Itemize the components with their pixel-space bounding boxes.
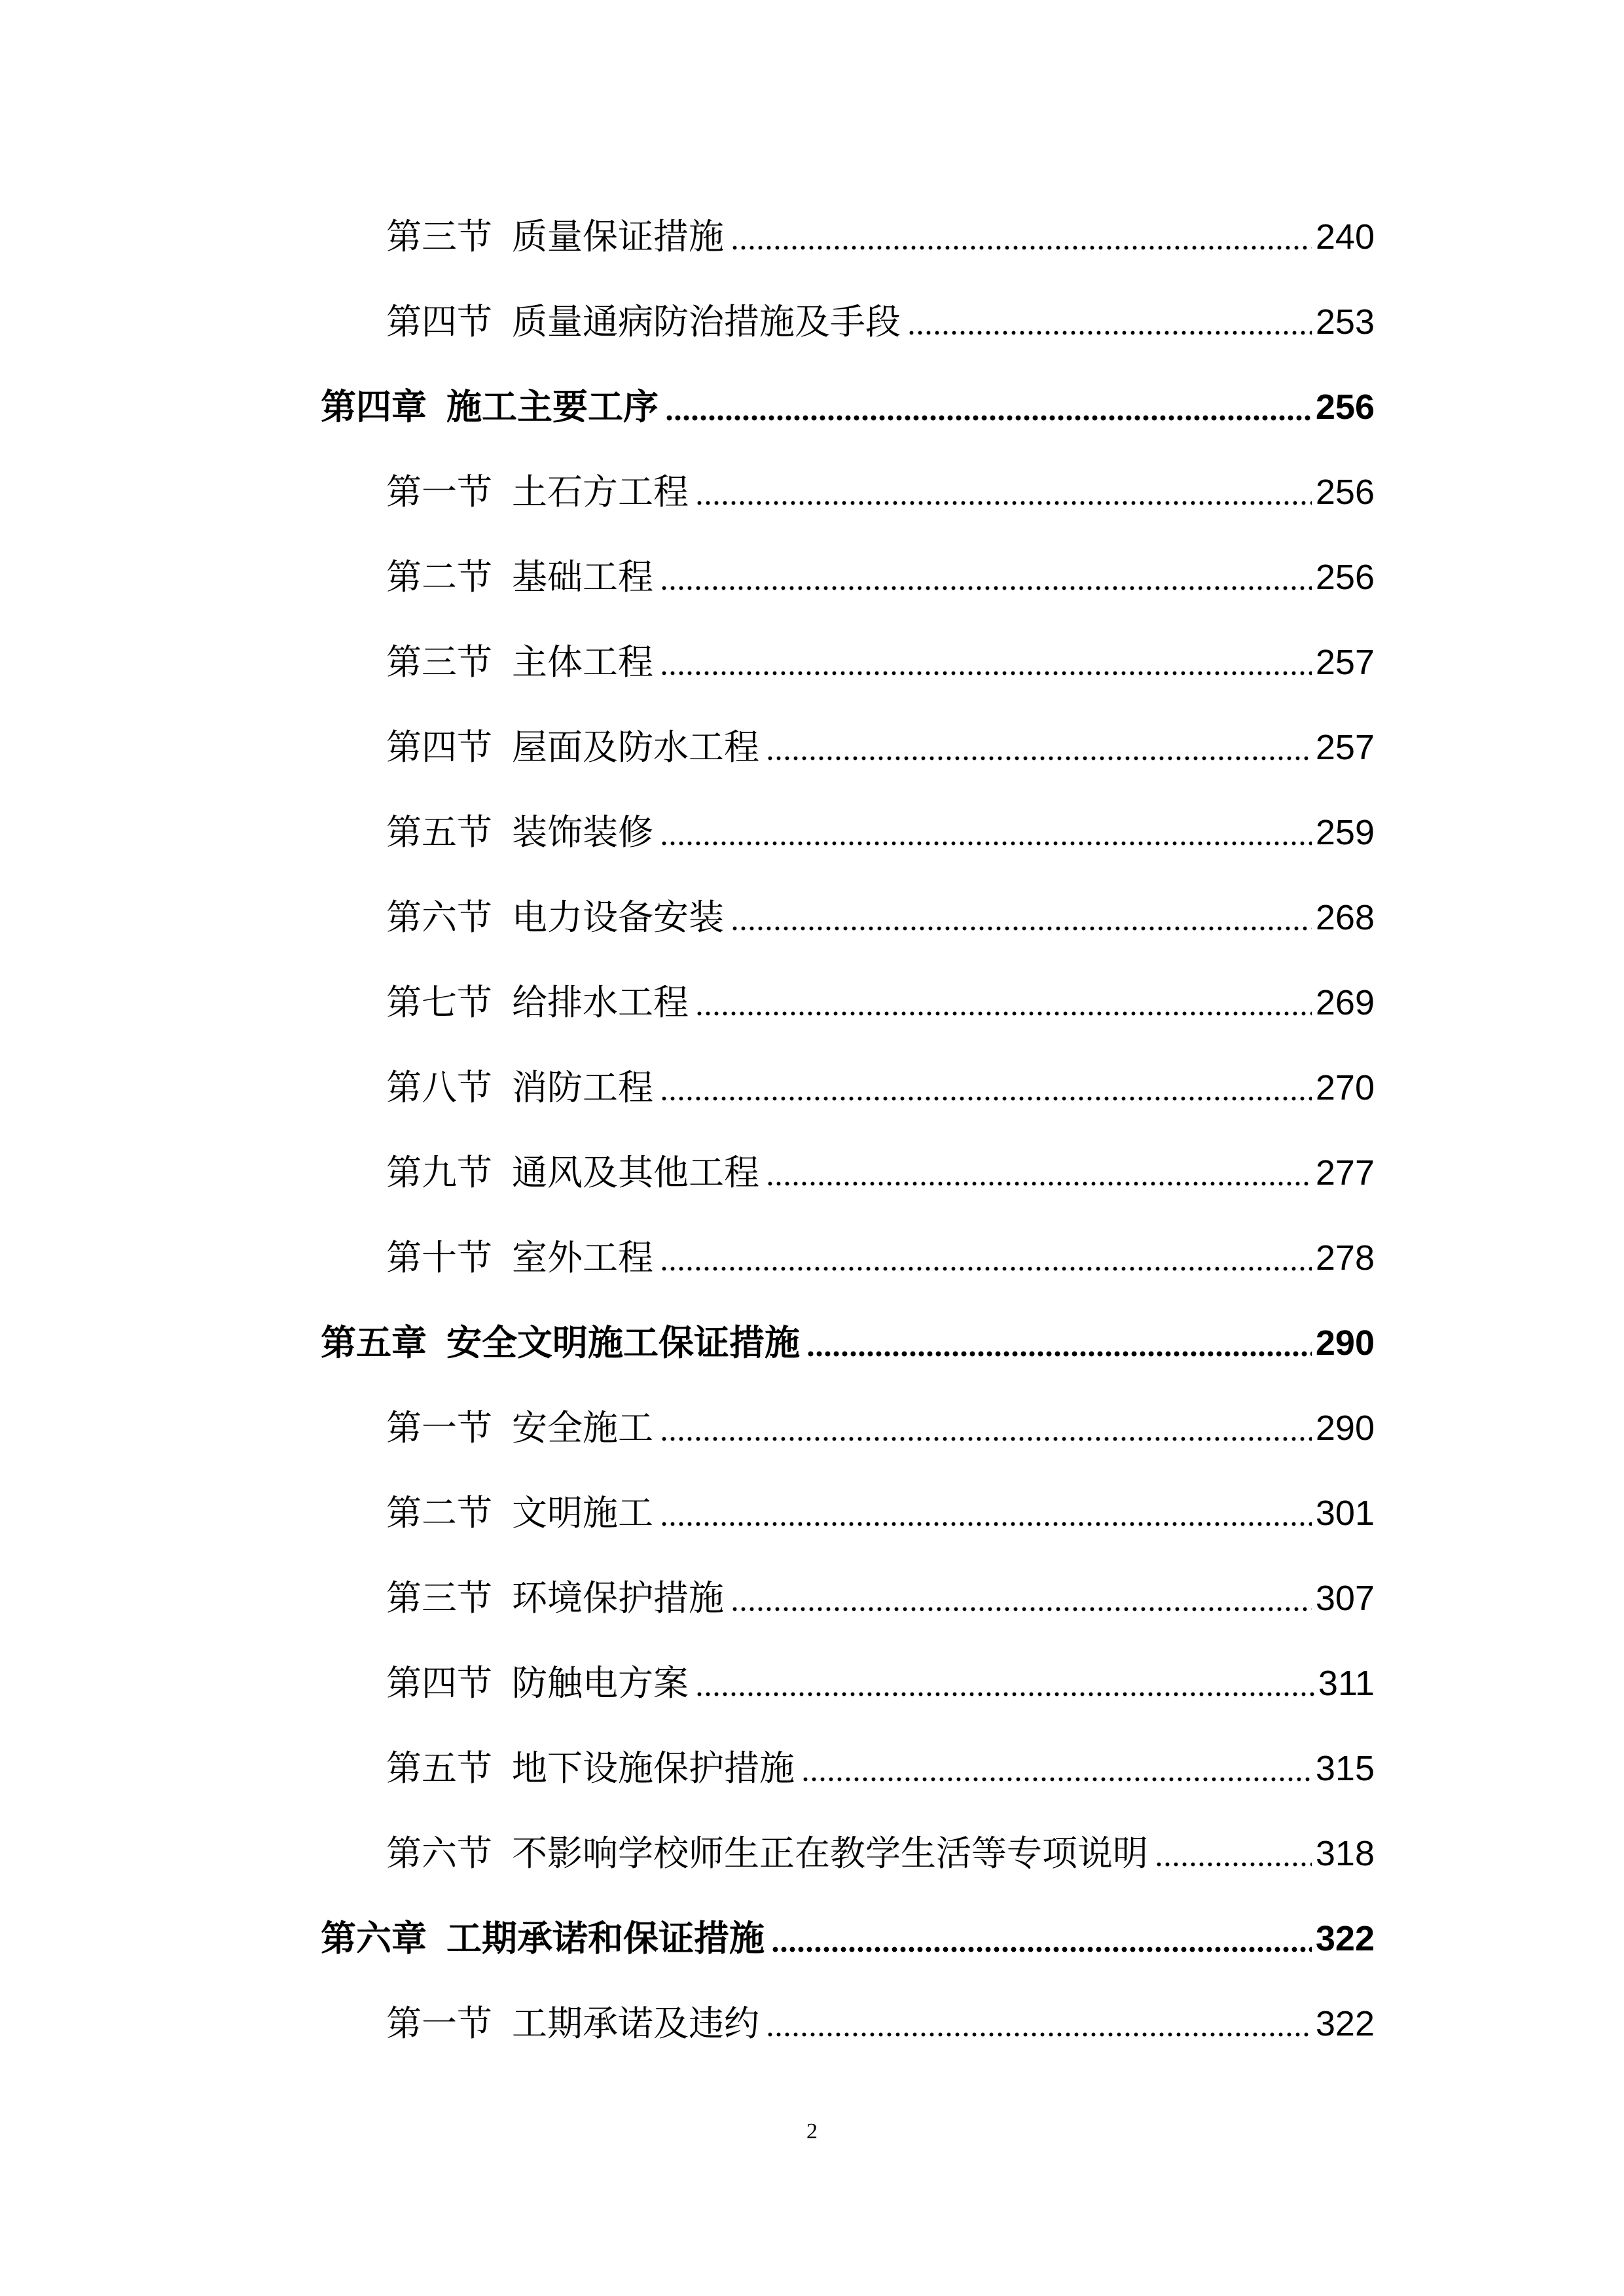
- toc-entry-page: 311: [1318, 1664, 1375, 1703]
- toc-entry-number: 第五章: [321, 1322, 427, 1363]
- toc-entry-section[interactable]: [386, 1998, 1375, 2050]
- toc-entry-title: 文明施工: [512, 1492, 653, 1534]
- toc-entry-title: 通风及其他工程: [512, 1152, 759, 1193]
- toc-entry-title: 室外工程: [512, 1237, 653, 1278]
- toc-entry-section[interactable]: [386, 721, 1375, 774]
- toc-entry-page: 257: [1315, 643, 1375, 682]
- toc-entry-chapter[interactable]: [321, 381, 1375, 433]
- dot-leader: [660, 1432, 1312, 1445]
- toc-entry-title: 安全文明施工保证措施: [446, 1322, 800, 1363]
- toc-entry-page: 322: [1315, 1919, 1375, 1958]
- dot-leader: [771, 1943, 1312, 1956]
- toc-entry-page: 256: [1315, 387, 1375, 427]
- toc-entry-page: 301: [1315, 1494, 1375, 1533]
- toc-entry-section[interactable]: [386, 636, 1375, 689]
- toc-entry-section[interactable]: [386, 891, 1375, 944]
- dot-leader: [695, 1687, 1314, 1700]
- dot-leader: [660, 1517, 1312, 1530]
- toc-entry-page: 240: [1315, 217, 1375, 257]
- toc-entry-title: 屋面及防水工程: [512, 726, 759, 768]
- toc-entry-number: 第三节: [386, 641, 492, 683]
- toc-entry-section[interactable]: [386, 1657, 1375, 1710]
- toc-entry-section[interactable]: [386, 1402, 1375, 1454]
- toc-entry-title: 土石方工程: [512, 471, 689, 512]
- toc-entry-number: 第九节: [386, 1152, 492, 1193]
- toc-entry-section[interactable]: [386, 211, 1375, 263]
- toc-entry-number: 第六节: [386, 897, 492, 938]
- dot-leader: [660, 666, 1312, 679]
- toc-entry-section[interactable]: [386, 806, 1375, 859]
- toc-entry-title: 主体工程: [512, 641, 653, 683]
- toc-entry-title: 消防工程: [512, 1067, 653, 1108]
- dot-leader: [731, 241, 1312, 254]
- toc-entry-page: 290: [1315, 1408, 1375, 1448]
- toc-entry-number: 第五节: [386, 1748, 492, 1789]
- dot-leader: [731, 1602, 1312, 1615]
- toc-entry-number: 第八节: [386, 1067, 492, 1108]
- dot-leader: [766, 751, 1312, 764]
- toc-entry-page: 277: [1315, 1153, 1375, 1193]
- toc-entry-title: 安全施工: [512, 1407, 653, 1448]
- dot-leader: [1155, 1857, 1312, 1871]
- toc-entry-number: 第二节: [386, 556, 492, 598]
- toc-entry-page: 270: [1315, 1068, 1375, 1107]
- toc-entry-number: 第六章: [321, 1918, 427, 1959]
- toc-entry-title: 质量通病防治措施及手段: [512, 301, 901, 342]
- toc-entry-page: 322: [1315, 2004, 1375, 2043]
- toc-entry-number: 第一节: [386, 1407, 492, 1448]
- toc-entry-page: 268: [1315, 898, 1375, 937]
- dot-leader: [660, 581, 1312, 594]
- dot-leader: [801, 1772, 1312, 1785]
- toc-entry-title: 基础工程: [512, 556, 653, 598]
- toc-entry-chapter[interactable]: [321, 1912, 1375, 1965]
- toc-entry-number: 第五节: [386, 812, 492, 853]
- toc-entry-title: 电力设备安装: [512, 897, 724, 938]
- toc-entry-title: 施工主要工序: [446, 386, 659, 427]
- toc-entry-number: 第四节: [386, 726, 492, 768]
- toc-entry-number: 第一节: [386, 471, 492, 512]
- toc-entry-title: 装饰装修: [512, 812, 653, 853]
- toc-entry-title: 给排水工程: [512, 982, 689, 1023]
- toc-entry-page: 290: [1315, 1323, 1375, 1363]
- toc-entry-page: 256: [1315, 473, 1375, 512]
- page-number: 2: [806, 2119, 818, 2144]
- toc-entry-number: 第四节: [386, 1662, 492, 1704]
- toc-entry-page: 256: [1315, 558, 1375, 597]
- toc-entry-number: 第一节: [386, 2003, 492, 2044]
- dot-leader: [766, 1177, 1312, 1190]
- dot-leader: [731, 922, 1312, 935]
- toc-entry-section[interactable]: [386, 551, 1375, 603]
- toc-entry-section[interactable]: [386, 1062, 1375, 1114]
- dot-leader: [695, 496, 1312, 509]
- dot-leader: [806, 1347, 1312, 1360]
- toc-entry-number: 第三节: [386, 216, 492, 257]
- toc-entry-page: 259: [1315, 813, 1375, 852]
- toc-entry-section[interactable]: [386, 1487, 1375, 1539]
- toc-entry-section[interactable]: [386, 1827, 1375, 1880]
- toc-entry-number: 第七节: [386, 982, 492, 1023]
- toc-entry-section[interactable]: [386, 1147, 1375, 1199]
- toc-entry-number: 第三节: [386, 1577, 492, 1619]
- toc-entry-page: 257: [1315, 728, 1375, 767]
- toc-entry-section[interactable]: [386, 466, 1375, 518]
- toc-entry-section[interactable]: [386, 977, 1375, 1029]
- toc-entry-number: 第六节: [386, 1833, 492, 1874]
- toc-entry-section[interactable]: [386, 1572, 1375, 1624]
- dot-leader: [660, 1262, 1312, 1275]
- toc-entry-title: 质量保证措施: [512, 216, 724, 257]
- dot-leader: [695, 1007, 1312, 1020]
- toc-entry-title: 工期承诺和保证措施: [446, 1918, 765, 1959]
- toc-entry-title: 地下设施保护措施: [512, 1748, 795, 1789]
- dot-leader: [660, 836, 1312, 850]
- toc-entry-number: 第四章: [321, 386, 427, 427]
- toc-entry-section[interactable]: [386, 296, 1375, 348]
- toc-entry-title: 防触电方案: [512, 1662, 689, 1704]
- toc-entry-chapter[interactable]: [321, 1317, 1375, 1369]
- toc-entry-title: 工期承诺及违约: [512, 2003, 759, 2044]
- toc-entry-page: 307: [1315, 1579, 1375, 1618]
- dot-leader: [660, 1092, 1312, 1105]
- toc-entry-number: 第二节: [386, 1492, 492, 1534]
- dot-leader: [766, 2028, 1312, 2041]
- toc-entry-section[interactable]: [386, 1232, 1375, 1284]
- toc-entry-number: 第四节: [386, 301, 492, 342]
- dot-leader: [907, 326, 1312, 339]
- toc-entry-title: 环境保护措施: [512, 1577, 724, 1619]
- toc-entry-page: 315: [1315, 1749, 1375, 1788]
- toc-entry-page: 269: [1315, 983, 1375, 1022]
- toc-entry-number: 第十节: [386, 1237, 492, 1278]
- toc-entry-page: 318: [1315, 1834, 1375, 1873]
- dot-leader: [665, 411, 1312, 424]
- toc-entry-section[interactable]: [386, 1742, 1375, 1795]
- toc-entry-title: 不影响学校师生正在教学生活等专项说明: [512, 1833, 1148, 1874]
- toc-entry-page: 278: [1315, 1238, 1375, 1278]
- toc-entry-page: 253: [1315, 302, 1375, 342]
